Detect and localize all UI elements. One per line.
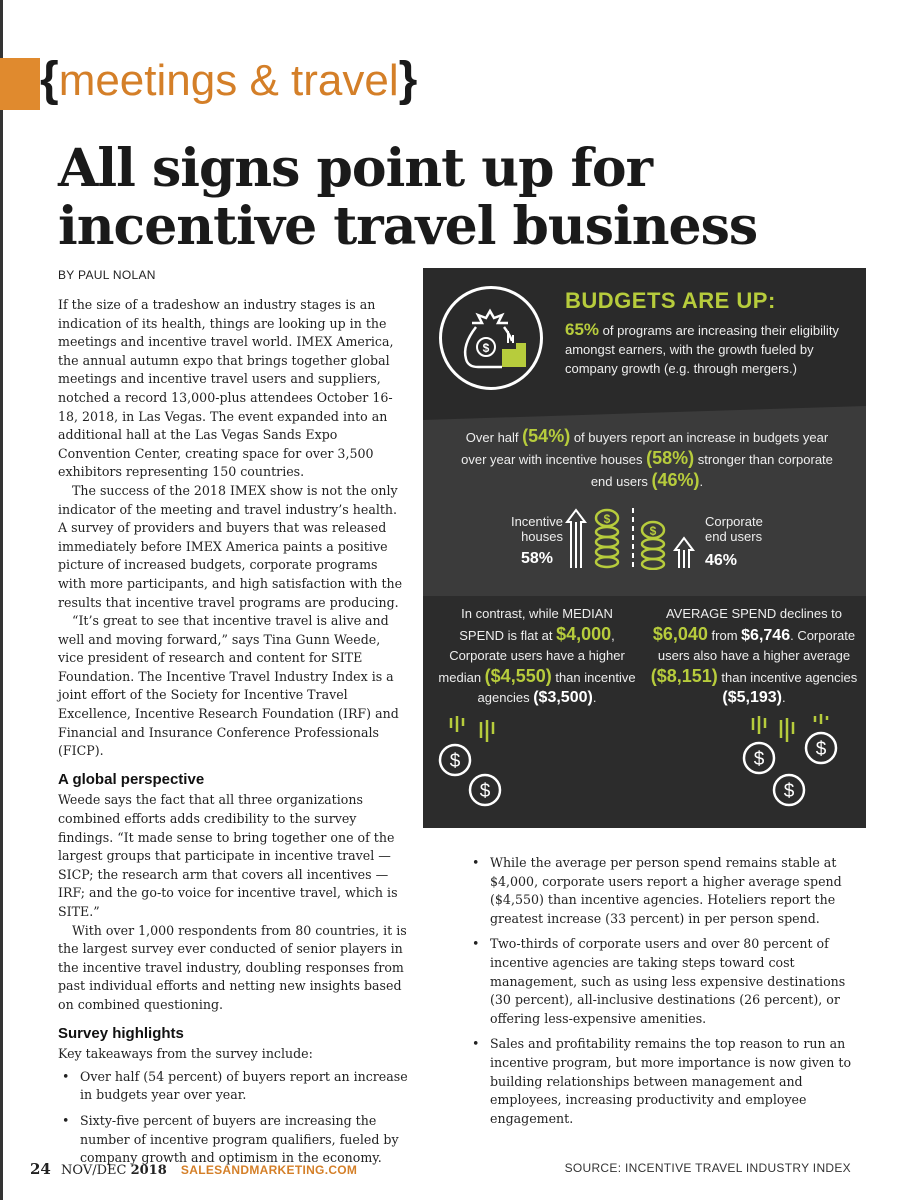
stat-text: from bbox=[711, 628, 738, 643]
article-right-column bbox=[468, 850, 853, 1135]
median-spend-text bbox=[437, 604, 637, 708]
svg-text:$: $ bbox=[649, 524, 657, 538]
svg-text:$: $ bbox=[815, 739, 827, 760]
falling-coins-left-icon bbox=[435, 712, 525, 812]
section-label-text: meetings & travel bbox=[58, 56, 399, 105]
label-line: end users bbox=[705, 529, 763, 544]
stat-value: (54%) bbox=[522, 426, 571, 446]
article-left-column bbox=[58, 296, 408, 1175]
infographic-title: BUDGETS ARE UP: bbox=[565, 288, 776, 313]
stat-value: $6,040 bbox=[652, 624, 708, 644]
stat-value: $4,000 bbox=[556, 624, 612, 644]
section-color-bar bbox=[0, 58, 40, 110]
svg-text:$: $ bbox=[783, 781, 795, 802]
stat-value: ($8,151) bbox=[650, 666, 718, 686]
stat-54-text bbox=[457, 426, 837, 492]
list-item: • While the average per person spend remains stable at $4,000, corporate users report a higher average spend ($4,550) than incentive agencies. Hoteliers report the greatest increase (33 percent) in per person spend. bbox=[468, 854, 853, 928]
page-number: 24 bbox=[30, 1160, 51, 1178]
svg-text:$: $ bbox=[482, 341, 490, 355]
stat-65-value: 65% bbox=[565, 320, 600, 339]
stat-text: Over half bbox=[465, 430, 519, 445]
byline: BY PAUL NOLAN bbox=[58, 268, 156, 282]
list-item: • Two-thirds of corporate users and over 80 percent of incentive agencies are taking steps toward cost management, such as using less expensive destinations (30 percent), all-inclusive destinations (26 percent), or offering less-expensive amenities. bbox=[468, 935, 853, 1028]
paragraph: “It’s great to see that incentive travel is alive and well and moving forward,” says Tina Gunn Weede, vice president of research and content for SITE Foundation. The Incentive Travel Industry Index is a joint effort of the Society for Incentive Travel Excellence, Incentive Research Foundation (IRF) and Financial and Insurance Conference Professionals (FICP). bbox=[58, 613, 399, 759]
label-line: houses bbox=[521, 529, 563, 544]
corporate-arrow-coins-icon bbox=[639, 520, 703, 570]
stat-value: $6,746 bbox=[741, 627, 791, 644]
headline: All signs point up for incentive travel business bbox=[58, 138, 758, 257]
stat-text: than incentive agencies bbox=[721, 670, 858, 685]
list-item: • Sales and profitability remains the top reason to run an incentive program, but more importance is now given to building relationships between management and employees, increasing productivity and employee engagement. bbox=[468, 1035, 853, 1128]
issue-label: NOV/DEC bbox=[61, 1163, 127, 1178]
stat-value: ($4,550) bbox=[484, 666, 552, 686]
subheading: A global perspective bbox=[58, 770, 205, 788]
infographic-divider bbox=[423, 400, 866, 420]
stat-value: (46%) bbox=[651, 470, 700, 490]
money-bag-icon bbox=[439, 286, 543, 390]
corporate-pct: 46% bbox=[705, 552, 738, 569]
list-item: • Over half (54 percent) of buyers report an increase in budgets year over year. bbox=[58, 1068, 408, 1105]
falling-coins-right-icon bbox=[739, 712, 849, 812]
bullet-list bbox=[58, 1068, 408, 1168]
paragraph: If the size of a tradeshow an industry stages is an indication of its health, things are looking up in the meetings and incentive travel world. IMEX America, the annual autumn expo that brings together global meetings and incentive travel users and suppliers, notched a record 13,000-plus attendees October 16-18, 2018, in Las Vegas. The event expanded into an additional hall at the Las Vegas Sands Expo Convention Center, creating space for over 3,500 exhibitors representing 150 countries. bbox=[58, 297, 394, 480]
label-line: Incentive bbox=[510, 514, 563, 529]
open-brace: { bbox=[40, 53, 59, 106]
close-brace: } bbox=[398, 53, 418, 106]
stat-text: . bbox=[592, 690, 597, 705]
stat-text: than incentive agencies bbox=[477, 670, 636, 705]
paragraph: With over 1,000 respondents from 80 countries, it is the largest survey ever conducted of senior players in the incentive travel industry, doubling responses from past individual efforts and netting new insights based on combined questioning. bbox=[58, 922, 407, 1012]
stat-text: stronger than corporate end users bbox=[590, 452, 833, 489]
label-line: Corporate bbox=[705, 514, 763, 529]
subheading: Survey highlights bbox=[58, 1024, 184, 1042]
source-note: SOURCE: INCENTIVE TRAVEL INDUSTRY INDEX bbox=[564, 1161, 851, 1175]
bullet-list bbox=[468, 854, 853, 1128]
svg-text:$: $ bbox=[753, 749, 765, 770]
svg-text:$: $ bbox=[479, 781, 491, 802]
issue-year: 2018 bbox=[130, 1163, 167, 1178]
publication-brand: SALESANDMARKETING.COM bbox=[180, 1163, 358, 1177]
paragraph: Weede says the fact that all three organizations combined efforts adds credibility to the survey findings. “It made sense to bring together one of the largest groups that participate in incentive travel — SICP; the research arm that covers all incentives — IRF; and the go-to voice for incentive travel, which is SITE.” bbox=[58, 792, 398, 919]
stat-value: ($3,500) bbox=[533, 689, 593, 706]
list-item: • Sixty-five percent of buyers are increasing the number of incentive program qualifiers, fueled by company growth and optimism in the economy. bbox=[58, 1112, 408, 1168]
average-spend-text bbox=[648, 604, 860, 708]
stat-text: , Corporate users have a higher median bbox=[438, 628, 625, 685]
paragraph: Key takeaways from the survey include: bbox=[58, 1046, 313, 1062]
incentive-arrow-coins-icon bbox=[565, 506, 627, 570]
incentive-houses-label bbox=[483, 514, 563, 544]
page-edge-line bbox=[0, 0, 3, 1200]
stat-text: . bbox=[699, 474, 704, 489]
svg-text:$: $ bbox=[449, 751, 461, 772]
infographic-panel bbox=[423, 268, 866, 828]
stat-value: ($5,193) bbox=[722, 689, 782, 706]
stat-text: AVERAGE SPEND declines to bbox=[665, 606, 843, 621]
svg-text:$: $ bbox=[603, 512, 611, 526]
stat-text: of buyers report an increase in budgets year over year with incentive houses bbox=[461, 430, 829, 467]
incentive-pct: 58% bbox=[521, 550, 554, 567]
stat-text: . Corporate users also have a higher average bbox=[657, 628, 856, 663]
stat-65-desc: of programs are increasing their eligibility amongst earners, with the growth fueled by company growth (e.g. through mergers.) bbox=[565, 323, 839, 376]
stat-65-text bbox=[565, 320, 860, 378]
paragraph: The success of the 2018 IMEX show is not the only indicator of the meeting and travel industry’s health. A survey of providers and buyers that was released immediately before IMEX America paints a positive picture of increased budgets, corporate programs with more participants, and high satisfaction with the results that incentive travel programs are producing. bbox=[58, 482, 403, 610]
page-footer bbox=[30, 1160, 357, 1178]
stat-text: In contrast, while MEDIAN SPEND is flat at bbox=[459, 606, 613, 643]
section-label bbox=[40, 52, 417, 107]
corporate-end-users-label bbox=[705, 514, 785, 544]
stat-text: . bbox=[781, 690, 786, 705]
dashed-divider bbox=[631, 508, 635, 568]
stat-value: (58%) bbox=[646, 448, 695, 468]
